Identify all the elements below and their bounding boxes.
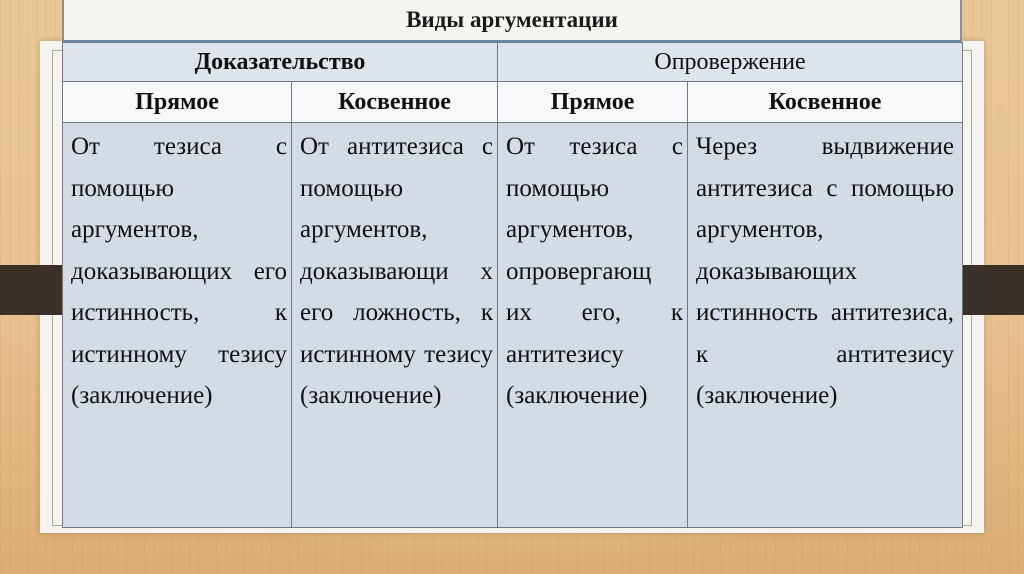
title-area xyxy=(62,0,962,41)
group-header-refutation xyxy=(498,43,963,82)
column-header-proof-indirect: Косвенное xyxy=(292,82,498,123)
group-label-proof: Доказательство xyxy=(194,48,366,75)
left-dark-band xyxy=(0,265,62,315)
column-header-proof-direct: Прямое xyxy=(63,82,292,123)
group-label-refutation: Опровержение xyxy=(654,48,806,75)
cell-proof-direct xyxy=(63,123,292,528)
slide-title: Виды аргументации xyxy=(406,7,618,32)
right-dark-band xyxy=(962,265,1024,315)
cell-refutation-direct xyxy=(498,123,688,528)
cell-refutation-indirect xyxy=(688,123,963,528)
column-header-row xyxy=(63,82,963,123)
cell-proof-indirect xyxy=(292,123,498,528)
cell-text: Через выдвижение антитезиса с помощью аргументов, доказывающих истинность антитезиса, к антитезису (заключение) xyxy=(696,133,954,409)
cell-text: От тезиса с помощью аргументов, доказывающих его истинность, к истинному тезису (заключение) xyxy=(71,133,287,409)
column-header-refutation-indirect: Косвенное xyxy=(688,82,963,123)
group-header-proof xyxy=(63,43,498,82)
cell-text: От антитезиса с помощью аргументов, доказывающи х его ложность, к истинному тезису (заключение) xyxy=(300,133,493,409)
column-header-refutation-direct: Прямое xyxy=(498,82,688,123)
cell-text: От тезиса с помощью аргументов, опровергающ их его, к антитезису (заключение) xyxy=(506,133,683,409)
table-row xyxy=(63,123,963,528)
group-header-row xyxy=(63,43,963,82)
argumentation-table xyxy=(62,42,963,528)
